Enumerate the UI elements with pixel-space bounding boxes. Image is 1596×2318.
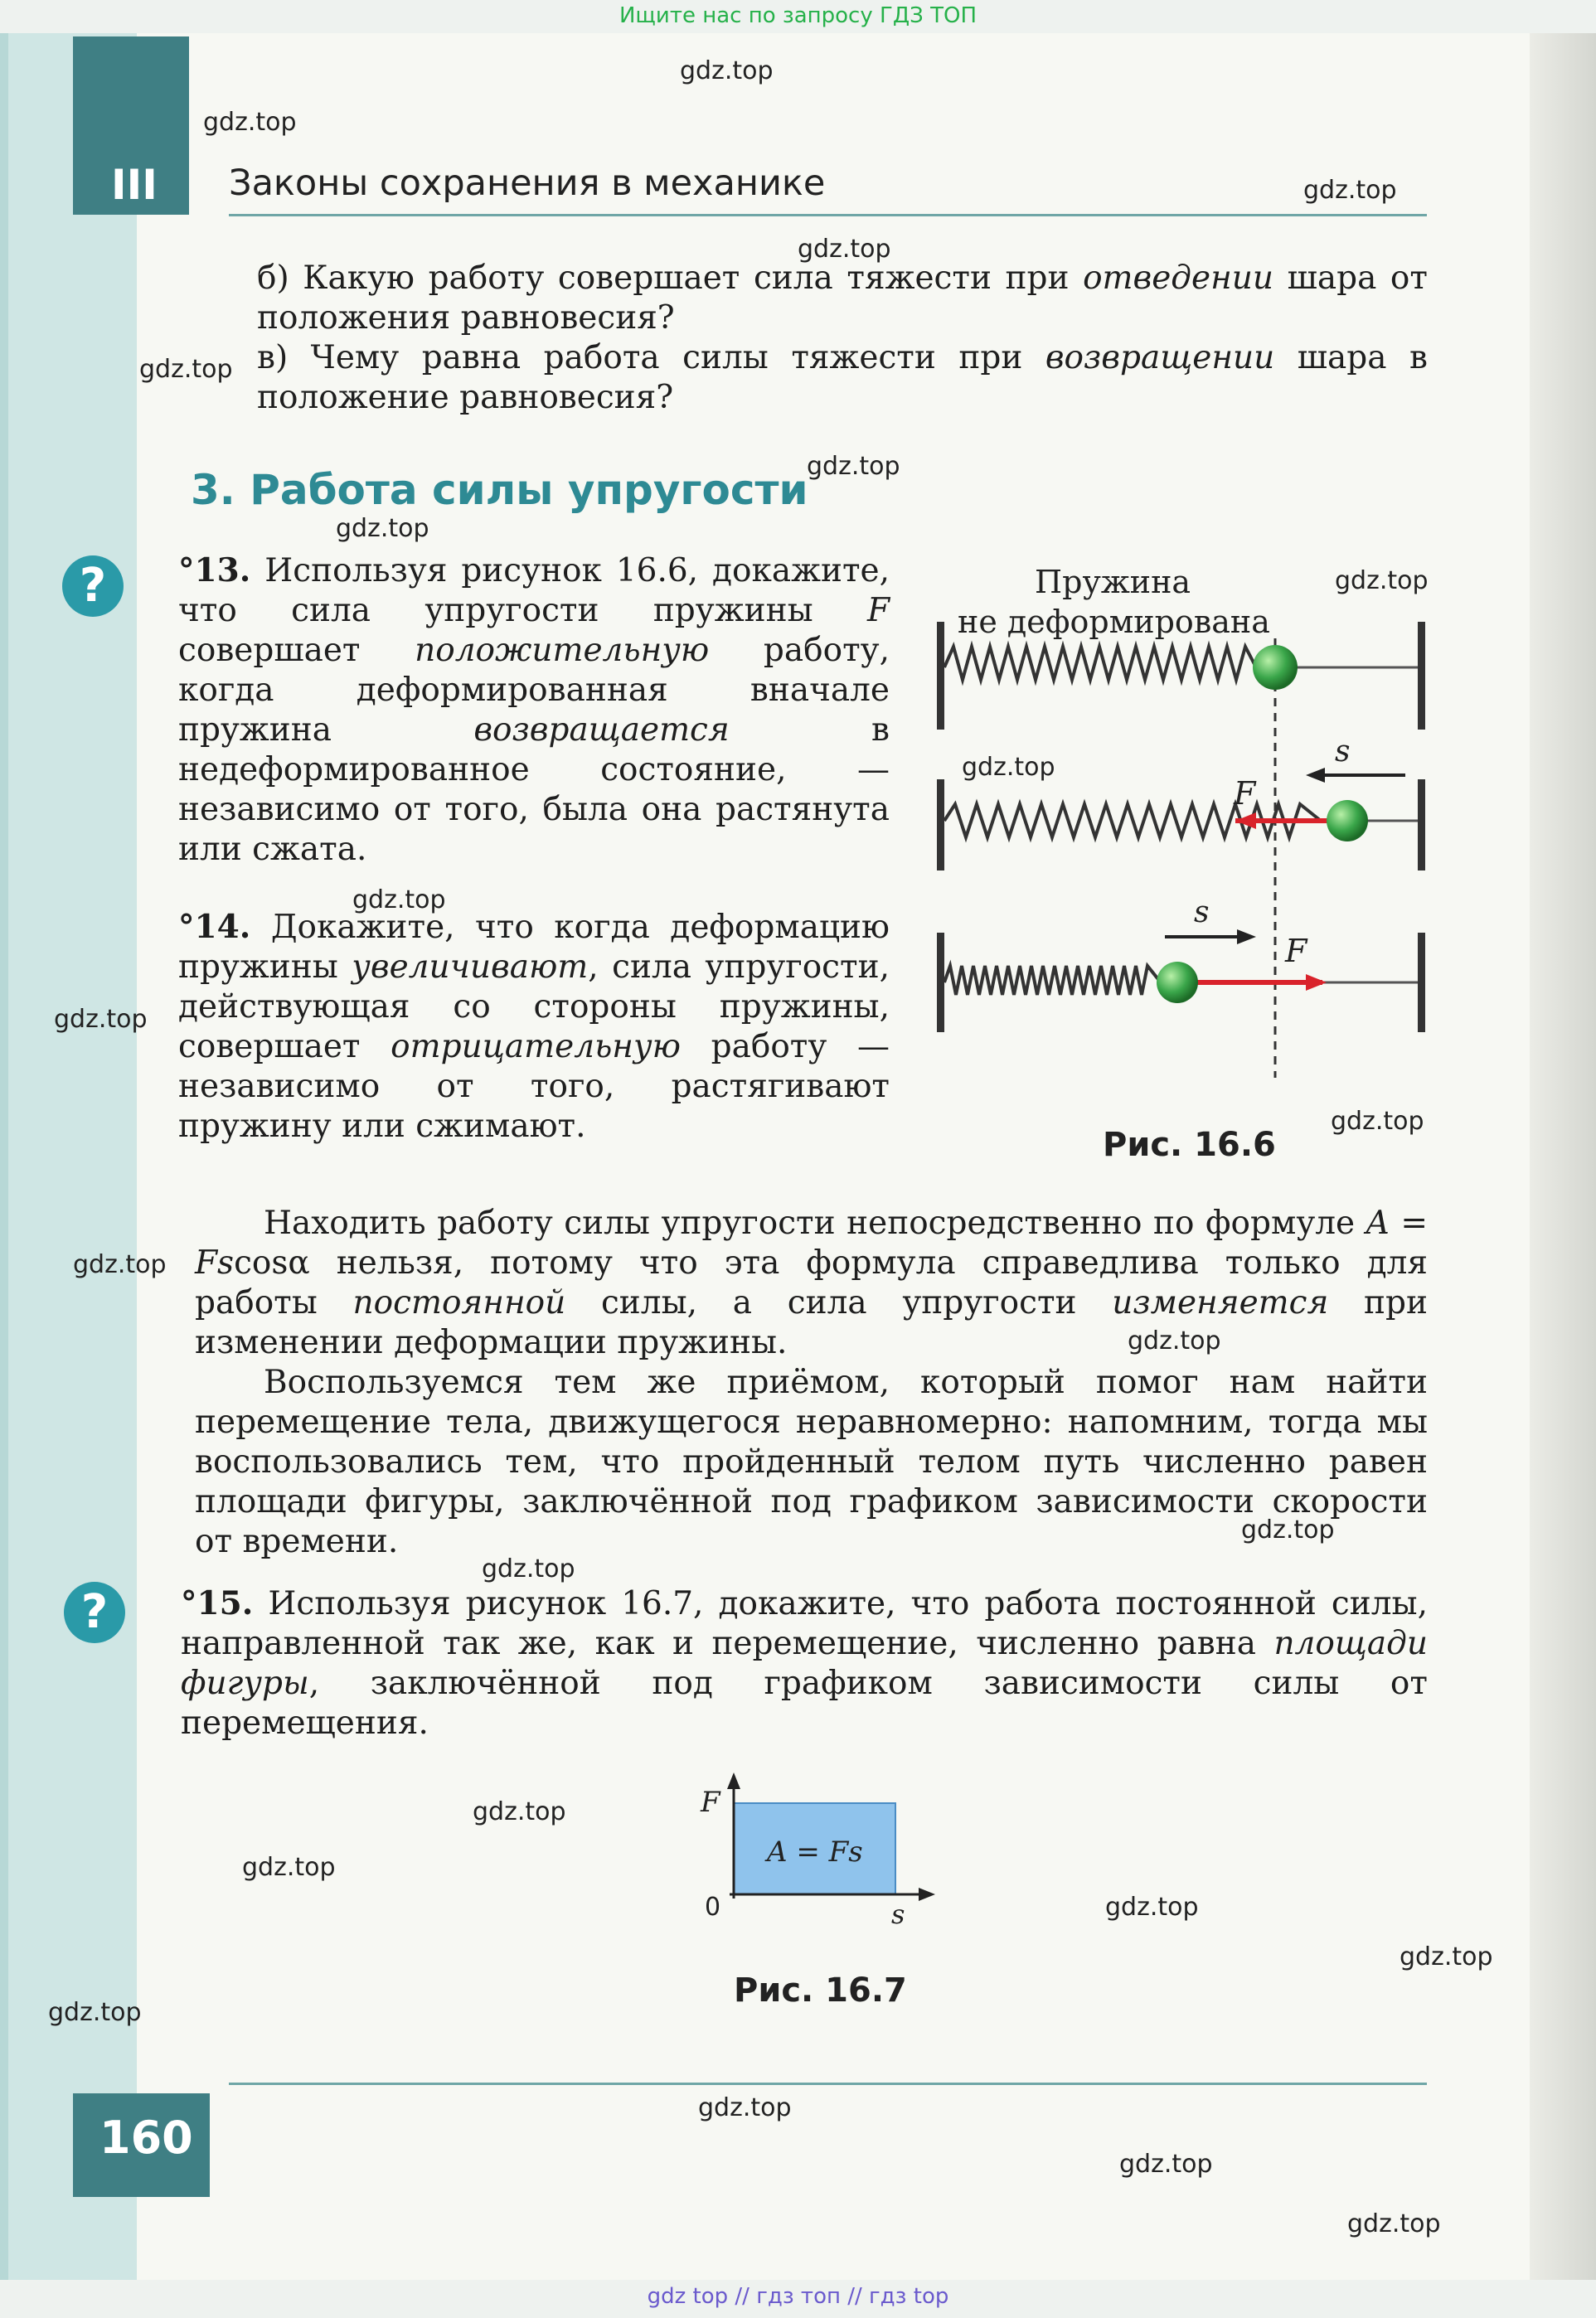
- watermark: gdz.top: [680, 56, 774, 85]
- watermark: gdz.top: [1347, 2209, 1441, 2238]
- question-b: б) Какую работу совершает сила тяжести при отведении шара от положения равновесия?: [257, 259, 1428, 337]
- page-fold-shadow: [1530, 33, 1596, 2280]
- question-mark-icon-2: ?: [64, 1582, 125, 1643]
- fig-label-undeformed: не деформирована: [958, 604, 1270, 640]
- watermark: gdz.top: [962, 753, 1055, 782]
- task-15: °15. Используя рисунок 16.7, докажите, что работа постоянной силы, направленной так же, как и перемещение, численно равна площади фигуры, заключённой под графиком зависимости силы от перемещения.: [181, 1584, 1428, 1742]
- watermark: gdz.top: [698, 2093, 792, 2122]
- watermark: gdz.top: [242, 1853, 336, 1882]
- figure-16-7: [688, 1766, 953, 1932]
- origin-label: 0: [705, 1893, 721, 1922]
- task-14: °14. Докажите, что когда деформацию пружины увеличивают, сила упругости, действующая со стороны пружины, совершает отрицательную работу — независимо от того, растягивают пружину или сжимают.: [178, 908, 890, 1145]
- watermark: gdz.top: [73, 1250, 167, 1279]
- top-search-link[interactable]: Ищите нас по запросу ГДЗ ТОП: [619, 3, 977, 28]
- axis-y-label: F: [701, 1786, 720, 1819]
- page-number: 160: [99, 2112, 193, 2164]
- chapter-tab: [73, 36, 189, 215]
- watermark: gdz.top: [1128, 1326, 1221, 1355]
- header-rule: [229, 214, 1427, 216]
- watermark: gdz.top: [336, 514, 429, 543]
- page-number-tab: [73, 2093, 210, 2197]
- vec-s-3: s: [1194, 895, 1210, 929]
- paragraph-2: Воспользуемся тем же приёмом, который помог нам найти перемещение тела, движущегося неравномерно: напомним, тогда мы воспользовались тем, что пройденный телом путь численно равен площади фигуры, заключённой под графиком зависимости скорости от времени.: [195, 1364, 1428, 1560]
- vec-s-2: s: [1335, 735, 1351, 769]
- watermark: gdz.top: [482, 1554, 575, 1583]
- watermark: gdz.top: [352, 885, 446, 914]
- watermark: gdz.top: [203, 108, 297, 137]
- chapter-roman-numeral: III: [111, 161, 158, 209]
- watermark: gdz.top: [1400, 1942, 1493, 1971]
- watermark: gdz.top: [1105, 1893, 1199, 1922]
- bottom-links[interactable]: gdz top // гдз топ // гдз top: [647, 2284, 949, 2309]
- axis-x-label: s: [891, 1899, 905, 1930]
- watermark: gdz.top: [48, 1998, 142, 2027]
- figure-16-7-caption: Рис. 16.7: [734, 1971, 907, 2010]
- section-title: 3. Работа силы упругости: [191, 466, 808, 514]
- area-formula: A = Fs: [767, 1835, 863, 1869]
- vec-F-3: F: [1285, 933, 1307, 969]
- watermark: gdz.top: [1119, 2150, 1213, 2179]
- chapter-title: Законы сохранения в механике: [229, 162, 826, 204]
- left-margin-band: [0, 33, 137, 2280]
- watermark: gdz.top: [54, 1005, 148, 1034]
- spring-row-3: [937, 895, 1425, 1032]
- watermark: gdz.top: [798, 235, 891, 264]
- watermark: gdz.top: [139, 355, 233, 384]
- left-edge-strip: [0, 33, 8, 2280]
- question-mark-icon: ?: [62, 555, 124, 617]
- question-v: в) Чему равна работа силы тяжести при возвращении шара в положение равновесия?: [257, 339, 1428, 416]
- footer-rule: [229, 2083, 1427, 2085]
- vec-F-2: F: [1234, 775, 1256, 812]
- fig-label-spring: Пружина: [1035, 564, 1191, 600]
- paragraph-1: Находить работу силы упругости непосредственно по формуле A = Fscosα нельзя, потому что эта формула справедлива только для работы постоянной силы, а сила упругости изменяется при изменении деформации пружины.: [195, 1205, 1428, 1361]
- figure-16-6: [929, 555, 1443, 1094]
- watermark: gdz.top: [807, 452, 900, 481]
- watermark: gdz.top: [473, 1797, 566, 1826]
- task-13: °13. Используя рисунок 16.6, докажите, что сила упругости пружины F совершает положительную работу, когда деформированная вначале пружина возвращается в недеформированное состояние, — независимо от того, была она растянута или сжата.: [178, 551, 890, 868]
- watermark: gdz.top: [1303, 176, 1397, 205]
- watermark: gdz.top: [1241, 1515, 1335, 1545]
- figure-16-6-caption: Рис. 16.6: [1103, 1126, 1276, 1164]
- watermark: gdz.top: [1335, 566, 1429, 595]
- watermark: gdz.top: [1331, 1107, 1424, 1136]
